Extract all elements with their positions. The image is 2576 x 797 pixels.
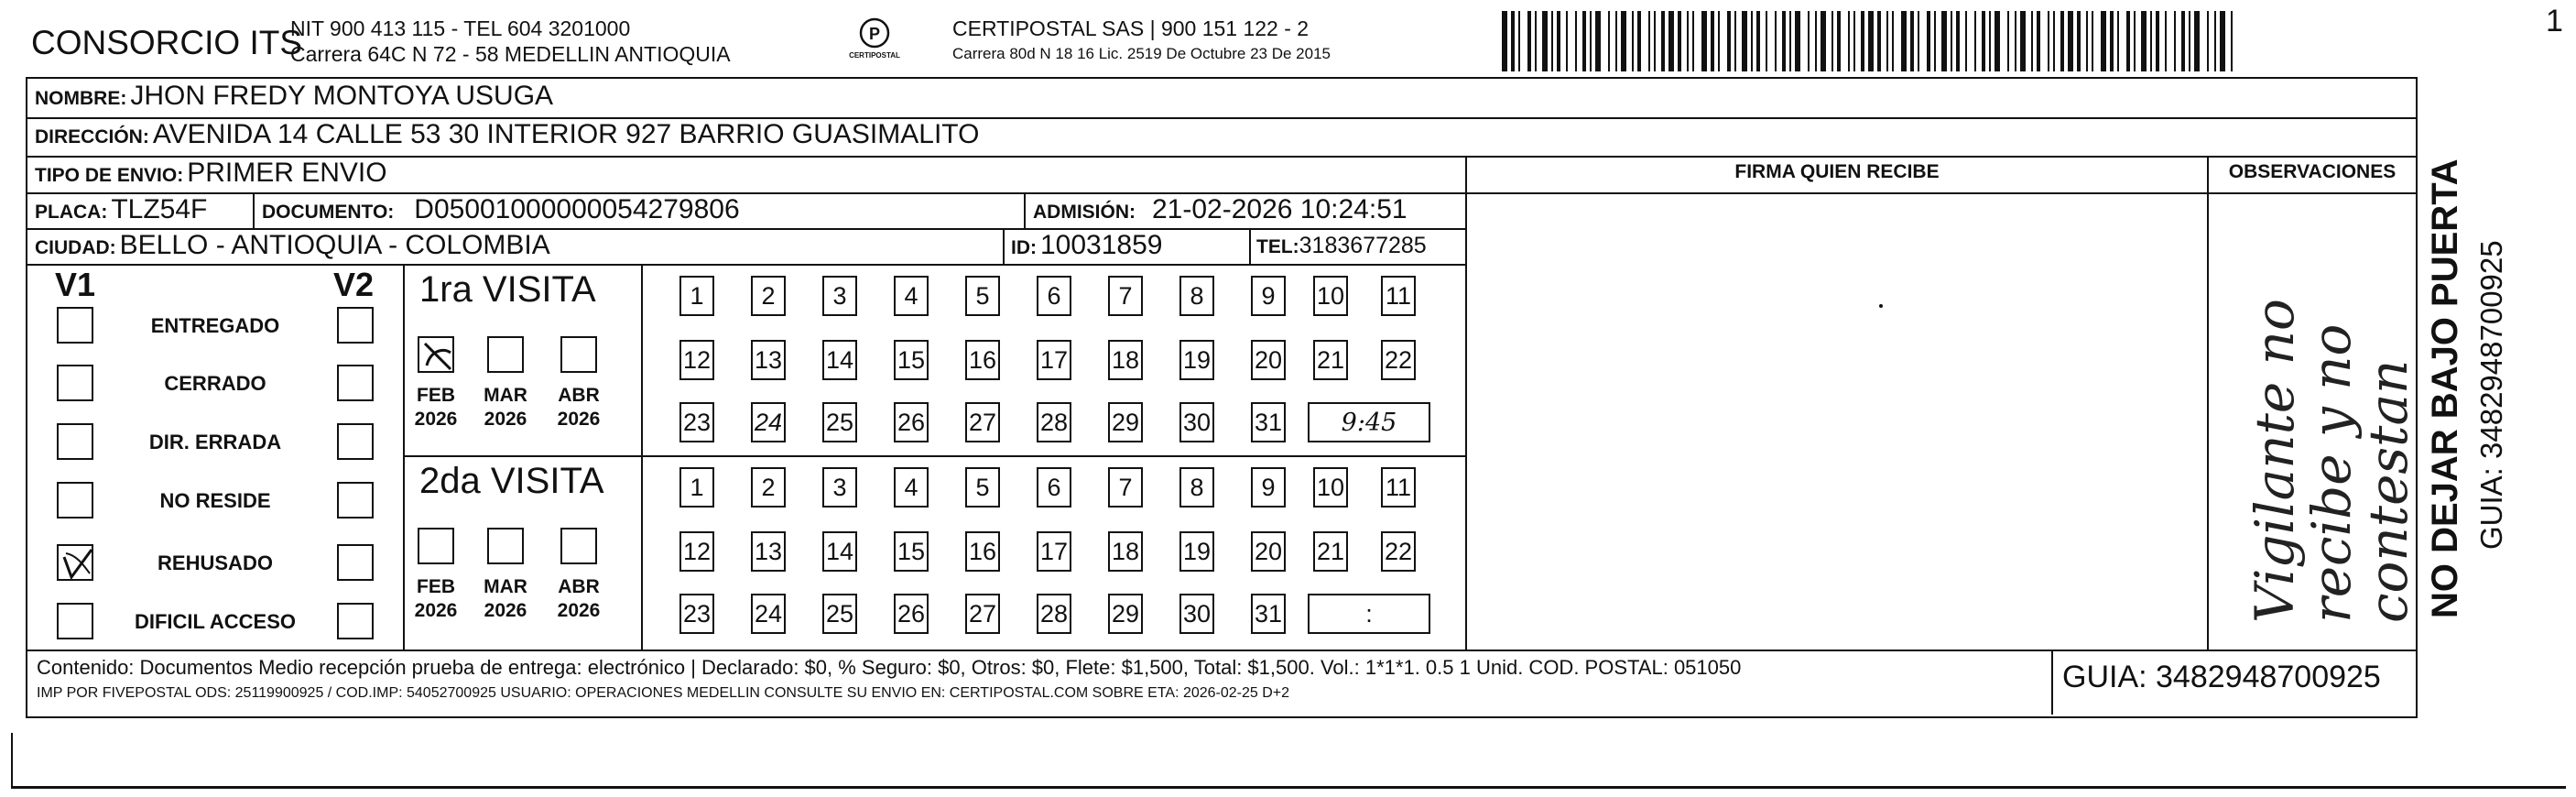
nombre-label: NOMBRE: bbox=[35, 88, 127, 109]
tel-value: 3183677285 bbox=[1299, 233, 1427, 258]
v2-checkbox[interactable] bbox=[337, 544, 374, 581]
day-box[interactable]: 1 bbox=[679, 276, 714, 316]
month-name: ABR bbox=[558, 576, 600, 597]
day-box[interactable]: 22 bbox=[1381, 340, 1416, 380]
day-box[interactable]: 25 bbox=[822, 594, 857, 634]
day-box[interactable]: 28 bbox=[1037, 594, 1071, 634]
v1-checkbox[interactable] bbox=[57, 365, 93, 401]
observation-line-3: contestan bbox=[2357, 359, 2419, 623]
day-box[interactable]: 11 bbox=[1381, 467, 1416, 508]
documento-value: D05001000000054279806 bbox=[414, 194, 740, 224]
day-box[interactable]: 26 bbox=[894, 402, 929, 442]
day-box[interactable]: 6 bbox=[1037, 276, 1071, 316]
status-reason-label: DIR. ERRADA bbox=[148, 431, 282, 453]
status-reason-label: CERRADO bbox=[164, 372, 266, 395]
day-box[interactable]: 27 bbox=[965, 402, 1000, 442]
day-box[interactable]: 26 bbox=[894, 594, 929, 634]
day-box[interactable]: 19 bbox=[1179, 340, 1214, 380]
no-dejar-text: NO DEJAR BAJO PUERTA bbox=[2425, 158, 2465, 618]
firma-dot bbox=[1879, 304, 1883, 308]
company-address: Carrera 64C N 72 - 58 MEDELLIN ANTIOQUIA bbox=[290, 42, 731, 66]
nombre-value: JHON FREDY MONTOYA USUGA bbox=[130, 81, 554, 111]
day-box[interactable]: 8 bbox=[1179, 276, 1214, 316]
tel-row bbox=[1256, 233, 1427, 259]
footer-imp: IMP POR FIVEPOSTAL ODS: 25119900925 / COD.IMP: 54052700925 USUARIO: OPERACIONES MEDELLIN CONSULTE SU ENVIO EN: CERTIPOSTAL.COM SOBRE ETA: 2026-02-25 D+2 bbox=[37, 685, 1290, 701]
day-box[interactable]: 22 bbox=[1381, 531, 1416, 572]
admision-row bbox=[1033, 194, 1408, 225]
v2-checkbox[interactable] bbox=[337, 423, 374, 460]
day-box[interactable]: 10 bbox=[1313, 467, 1348, 508]
day-box[interactable]: 2 bbox=[751, 276, 786, 316]
day-box[interactable]: 18 bbox=[1108, 531, 1143, 572]
day-box[interactable]: 30 bbox=[1179, 594, 1214, 634]
tipo-value: PRIMER ENVIO bbox=[187, 158, 387, 188]
day-box[interactable]: 11 bbox=[1381, 276, 1416, 316]
day-box[interactable]: 21 bbox=[1313, 340, 1348, 380]
day-box[interactable]: 28 bbox=[1037, 402, 1071, 442]
documento-label: DOCUMENTO: bbox=[262, 202, 395, 223]
check-mark-icon bbox=[419, 338, 456, 375]
month-name: FEB bbox=[417, 576, 455, 597]
visit-time-box[interactable]: 9:45 bbox=[1308, 402, 1430, 442]
visit-month-label bbox=[553, 575, 604, 623]
v2-checkbox[interactable] bbox=[337, 482, 374, 519]
company-nit: NIT 900 413 115 - TEL 604 3201000 bbox=[290, 16, 631, 40]
svg-text:P: P bbox=[868, 25, 881, 43]
visit-month-checkbox[interactable] bbox=[560, 336, 597, 373]
certipostal-address: Carrera 80d N 18 16 Lic. 2519 De Octubre 23 De 2015 bbox=[952, 45, 1331, 62]
direccion-label: DIRECCIÓN: bbox=[35, 126, 149, 147]
day-box[interactable]: 18 bbox=[1108, 340, 1143, 380]
month-name: MAR bbox=[484, 385, 527, 406]
firma-area bbox=[1467, 194, 2205, 649]
tipo-label: TIPO DE ENVIO: bbox=[35, 165, 184, 186]
v1-checkbox[interactable] bbox=[57, 603, 93, 639]
day-box[interactable]: 16 bbox=[965, 340, 1000, 380]
certipostal-logo bbox=[842, 16, 907, 66]
certipostal-id: CERTIPOSTAL SAS | 900 151 122 - 2 bbox=[952, 16, 1310, 40]
visit-month-checkbox[interactable] bbox=[418, 528, 454, 564]
day-box[interactable]: 4 bbox=[894, 276, 929, 316]
v2-label: V2 bbox=[333, 266, 375, 303]
direccion-value: AVENIDA 14 CALLE 53 30 INTERIOR 927 BARRIO GUASIMALITO bbox=[152, 119, 980, 149]
day-box[interactable]: 23 bbox=[679, 594, 714, 634]
month-name: MAR bbox=[484, 576, 527, 597]
day-box[interactable]: 1 bbox=[679, 467, 714, 508]
month-year: 2026 bbox=[414, 600, 458, 621]
day-box[interactable]: 25 bbox=[822, 402, 857, 442]
ciudad-label: CIUDAD: bbox=[35, 237, 116, 258]
day-box[interactable]: 7 bbox=[1108, 276, 1143, 316]
day-box[interactable]: 8 bbox=[1179, 467, 1214, 508]
status-reason-label: REHUSADO bbox=[158, 551, 273, 574]
month-year: 2026 bbox=[557, 409, 601, 430]
nombre-row bbox=[35, 81, 553, 112]
id-value: 10031859 bbox=[1040, 230, 1163, 260]
month-name: ABR bbox=[558, 385, 600, 406]
footer-guia: GUIA: 3482948700925 bbox=[2062, 660, 2381, 694]
visit-title: 1ra VISITA bbox=[419, 269, 596, 310]
day-box[interactable]: 12 bbox=[679, 531, 714, 572]
day-box[interactable]: 3 bbox=[822, 467, 857, 508]
admision-value: 21-02-2026 10:24:51 bbox=[1152, 194, 1408, 224]
month-year: 2026 bbox=[414, 409, 458, 430]
day-box[interactable]: 17 bbox=[1037, 531, 1071, 572]
visit-month-label bbox=[480, 384, 531, 431]
observaciones-handwritten bbox=[2216, 202, 2419, 641]
footer-contenido: Contenido: Documentos Medio recepción prueba de entrega: electrónico | Declarado: $0, % Seguro: $0, Otros: $0, Flete: $1,500, Total: $1,500. Vol.: 1*1*1. 0.5 1 Unid. COD. POSTAL: 051050 bbox=[37, 656, 1742, 679]
month-year: 2026 bbox=[557, 600, 601, 621]
v1-checkbox[interactable] bbox=[57, 482, 93, 519]
day-box[interactable]: 5 bbox=[965, 276, 1000, 316]
corner-mark: 1 bbox=[2546, 4, 2563, 38]
ciudad-value: BELLO - ANTIOQUIA - COLOMBIA bbox=[119, 230, 550, 260]
visit-month-checkbox[interactable] bbox=[487, 528, 524, 564]
day-box[interactable]: 23 bbox=[679, 402, 714, 442]
day-box[interactable]: 2 bbox=[751, 467, 786, 508]
day-box[interactable]: 16 bbox=[965, 531, 1000, 572]
visit-time-box[interactable]: : bbox=[1308, 594, 1430, 634]
day-box[interactable]: 29 bbox=[1108, 594, 1143, 634]
visit-month-label bbox=[410, 575, 462, 623]
visit-month-checkbox[interactable] bbox=[418, 336, 454, 373]
barcode bbox=[1502, 11, 2234, 71]
day-box[interactable]: 17 bbox=[1037, 340, 1071, 380]
visit-title: 2da VISITA bbox=[419, 461, 604, 501]
v2-checkbox[interactable] bbox=[337, 603, 374, 639]
day-box[interactable]: 9 bbox=[1251, 276, 1286, 316]
day-box[interactable]: 21 bbox=[1313, 531, 1348, 572]
day-box[interactable]: 24 bbox=[751, 402, 786, 442]
company-name: CONSORCIO ITS bbox=[31, 24, 303, 61]
day-box[interactable]: 10 bbox=[1313, 276, 1348, 316]
logo-text: CERTIPOSTAL bbox=[849, 51, 900, 60]
v1-checkbox[interactable] bbox=[57, 544, 93, 581]
visit-month-label bbox=[553, 384, 604, 431]
day-box[interactable]: 6 bbox=[1037, 467, 1071, 508]
placa-value: TLZ54F bbox=[111, 194, 208, 224]
direccion-row bbox=[35, 119, 979, 150]
day-box[interactable]: 13 bbox=[751, 531, 786, 572]
visit-month-checkbox[interactable] bbox=[487, 336, 524, 373]
day-box[interactable]: 27 bbox=[965, 594, 1000, 634]
v1-checkbox[interactable] bbox=[57, 307, 93, 344]
day-box[interactable]: 20 bbox=[1251, 531, 1286, 572]
day-box[interactable]: 19 bbox=[1179, 531, 1214, 572]
day-box[interactable]: 20 bbox=[1251, 340, 1286, 380]
guia-vertical: GUIA: 3482948700925 bbox=[2474, 240, 2508, 550]
firma-header: FIRMA QUIEN RECIBE bbox=[1734, 161, 1940, 182]
month-name: FEB bbox=[417, 385, 455, 406]
visit-month-checkbox[interactable] bbox=[560, 528, 597, 564]
v1-label: V1 bbox=[55, 266, 96, 303]
status-reason-label: NO RESIDE bbox=[159, 489, 271, 512]
id-label: ID: bbox=[1011, 237, 1037, 258]
day-box[interactable]: 13 bbox=[751, 340, 786, 380]
day-box[interactable]: 3 bbox=[822, 276, 857, 316]
observation-line-2: recibe y no bbox=[2300, 323, 2363, 623]
placa-label: PLACA: bbox=[35, 202, 108, 223]
tipo-row bbox=[35, 158, 387, 189]
check-mark-icon bbox=[59, 546, 95, 583]
day-box[interactable]: 5 bbox=[965, 467, 1000, 508]
day-box[interactable]: 29 bbox=[1108, 402, 1143, 442]
v1-checkbox[interactable] bbox=[57, 423, 93, 460]
v2-checkbox[interactable] bbox=[337, 365, 374, 401]
day-box[interactable]: 7 bbox=[1108, 467, 1143, 508]
ciudad-row bbox=[35, 230, 550, 261]
observation-line-1: Vigilante no bbox=[2244, 299, 2306, 623]
day-box[interactable]: 24 bbox=[751, 594, 786, 634]
admision-label: ADMISIÓN: bbox=[1033, 202, 1136, 223]
barcode-bars bbox=[1502, 11, 2234, 71]
tel-label: TEL: bbox=[1256, 236, 1299, 257]
day-box[interactable]: 9 bbox=[1251, 467, 1286, 508]
visit-month-label bbox=[480, 575, 531, 623]
day-box[interactable]: 31 bbox=[1251, 594, 1286, 634]
documento-row bbox=[262, 194, 740, 225]
day-box[interactable]: 14 bbox=[822, 531, 857, 572]
day-box[interactable]: 15 bbox=[894, 531, 929, 572]
placa-row bbox=[35, 194, 207, 225]
day-box[interactable]: 15 bbox=[894, 340, 929, 380]
status-reason-label: ENTREGADO bbox=[150, 314, 280, 337]
day-box[interactable]: 12 bbox=[679, 340, 714, 380]
visit-month-label bbox=[410, 384, 462, 431]
id-row bbox=[1011, 230, 1162, 261]
status-reason-label: DIFICIL ACCESO bbox=[134, 610, 296, 633]
day-box[interactable]: 4 bbox=[894, 467, 929, 508]
v2-checkbox[interactable] bbox=[337, 307, 374, 344]
day-box[interactable]: 30 bbox=[1179, 402, 1214, 442]
day-box[interactable]: 31 bbox=[1251, 402, 1286, 442]
observaciones-header: OBSERVACIONES bbox=[2228, 161, 2397, 182]
day-box[interactable]: 14 bbox=[822, 340, 857, 380]
month-year: 2026 bbox=[484, 600, 527, 621]
month-year: 2026 bbox=[484, 409, 527, 430]
